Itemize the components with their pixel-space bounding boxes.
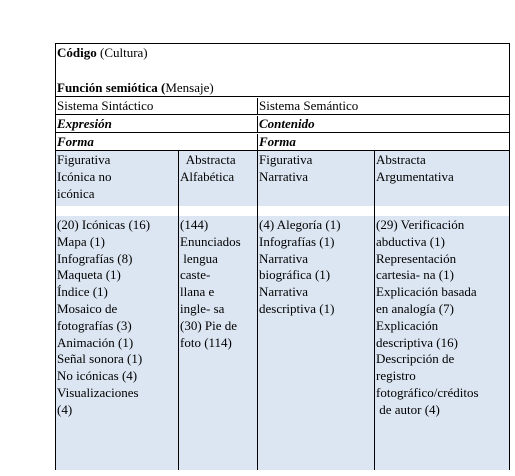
codigo-line <box>56 45 509 80</box>
col-items-figurativa-narrativa: (4) Alegoría (1) Infografías (1) Narrativa biográfica (1) Narrativa descriptiva (1) <box>259 217 341 316</box>
divider <box>257 98 258 114</box>
forma-left-label: Forma <box>57 134 94 149</box>
col-items-abstracta-alfabetica: (144) Enunciados lengua caste- llana e ingle- sa (30) Pie de foto (114) <box>180 217 241 350</box>
col-header-abstracta-argumentativa: Abstracta Argumentativa <box>376 152 454 184</box>
funcion-value: Mensaje) <box>165 80 214 95</box>
expresion-label: Expresión <box>57 116 112 131</box>
funcion-line <box>56 80 509 97</box>
divider <box>257 134 258 150</box>
codigo-value: (Cultura) <box>96 45 148 60</box>
planos-row <box>56 116 509 133</box>
sistema-semantico: Sistema Semántico <box>259 98 359 113</box>
sistemas-row <box>56 98 509 115</box>
col-items-abstracta-argumentativa: (29) Verificación abductiva (1) Representación cartesia- na (1) Explicación basada en analogía (7) Explicación descriptiva (16) Descripción de registro fotográfico/créditos de autor (4) <box>376 217 479 417</box>
formas-row <box>56 134 509 151</box>
col-header-figurativa-iconica: Figurativa Icónica no icónica <box>57 152 112 201</box>
column-divider-1 <box>178 151 179 469</box>
column-divider-2 <box>257 151 258 469</box>
forma-right-label: Forma <box>259 134 296 149</box>
col-header-figurativa-narrativa: Figurativa Narrativa <box>259 152 313 184</box>
column-divider-3 <box>374 151 375 469</box>
funcion-label: Función semiótica ( <box>57 80 166 95</box>
contenido-label: Contenido <box>259 116 315 131</box>
codigo-label: Código <box>57 45 97 60</box>
semiotic-table <box>55 43 510 470</box>
divider <box>257 116 258 132</box>
sistema-sintactico: Sistema Sintáctico <box>57 98 154 113</box>
col-items-figurativa-iconica: (20) Icónicas (16) Mapa (1) Infografías (8) Maqueta (1) Índice (1) Mosaico de fotografías (3) Animación (1) Señal sonora (1) No icónicas (4) Visualizaciones (4) <box>57 217 151 417</box>
col-header-abstracta-alfabetica: Abstracta Alfabética <box>180 152 236 184</box>
